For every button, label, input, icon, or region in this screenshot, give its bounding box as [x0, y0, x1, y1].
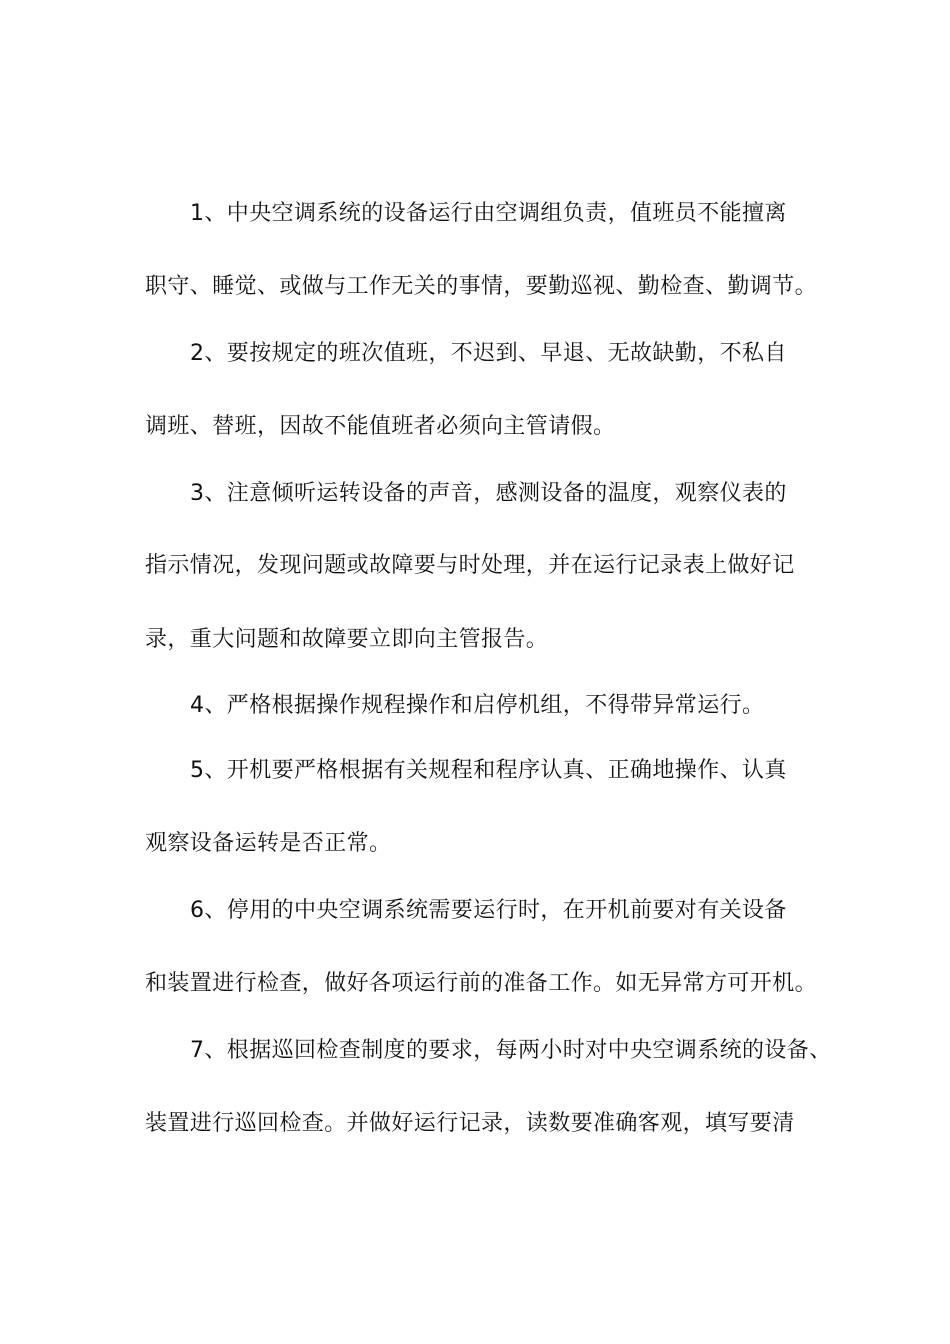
rule-2-line-2: 调班、替班，因故不能值班者必须向主管请假。	[145, 414, 616, 439]
rule-3-line-2: 指示情况，发现问题或故障要与时处理，并在运行记录表上做好记	[145, 553, 795, 578]
rule-6-line-2: 和装置进行检查，做好各项运行前的准备工作。如无异常方可开机。	[145, 971, 818, 996]
rule-3-line-1: 3、注意倾听运转设备的声音，感测设备的温度，观察仪表的	[190, 481, 787, 506]
rule-2-line-1: 2、要按规定的班次值班，不迟到、早退、无故缺勤，不私自	[190, 341, 787, 366]
rule-1-line-2: 职守、睡觉、或做与工作无关的事情，要勤巡视、勤检查、勤调节。	[145, 274, 818, 299]
rule-7-line-1: 7、根据巡回检查制度的要求，每两小时对中央空调系统的设备、	[190, 1038, 832, 1063]
rule-4-line-1: 4、严格根据操作规程操作和启停机组，不得带异常运行。	[190, 693, 765, 718]
rule-7-line-2: 装置进行巡回检查。并做好运行记录，读数要准确客观，填写要清	[145, 1111, 795, 1136]
rule-1-line-1: 1、中央空调系统的设备运行由空调组负责，值班员不能擅离	[190, 201, 787, 226]
rule-6-line-1: 6、停用的中央空调系统需要运行时，在开机前要对有关设备	[190, 898, 787, 923]
rule-5-line-1: 5、开机要严格根据有关规程和程序认真、正确地操作、认真	[190, 758, 787, 783]
rule-5-line-2: 观察设备运转是否正常。	[145, 831, 392, 856]
rule-3-line-3: 录，重大问题和故障要立即向主管报告。	[145, 627, 549, 652]
